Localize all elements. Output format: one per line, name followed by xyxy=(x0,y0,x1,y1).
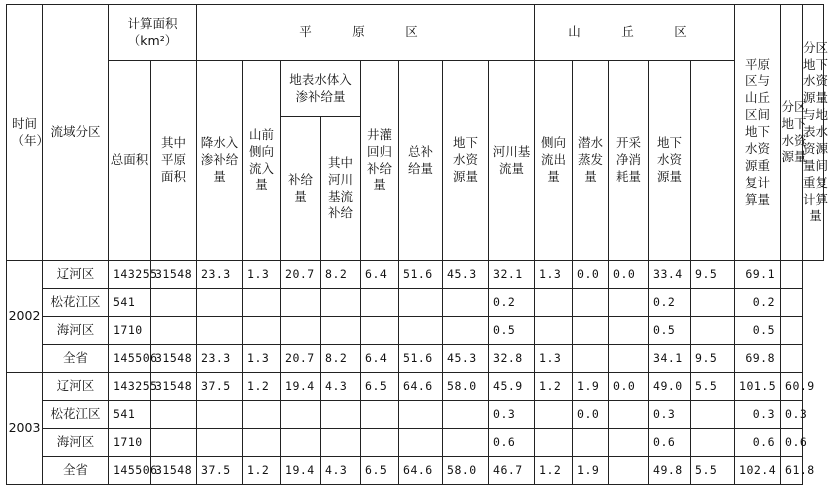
value-cell: 49.8 xyxy=(649,457,691,485)
header-phreatic-evap: 潜水蒸发量 xyxy=(573,61,609,261)
table-body xyxy=(7,261,824,485)
value-cell: 61.8 xyxy=(781,457,802,485)
value-cell xyxy=(609,289,649,317)
value-cell: 0.3 xyxy=(649,401,691,429)
value-cell: 0.2 xyxy=(735,289,781,317)
value-cell: 6.4 xyxy=(361,345,399,373)
basin-cell: 辽河区 xyxy=(43,261,109,289)
value-cell: 19.4 xyxy=(281,373,321,401)
value-cell xyxy=(443,401,489,429)
value-cell: 45.3 xyxy=(443,261,489,289)
value-cell: 1.2 xyxy=(535,373,573,401)
value-cell xyxy=(573,429,609,457)
value-cell: 1.2 xyxy=(243,457,281,485)
value-cell: 31548 xyxy=(151,261,197,289)
value-cell xyxy=(691,401,735,429)
value-cell xyxy=(609,345,649,373)
header-total-recharge: 总补给量 xyxy=(399,61,443,261)
groundwater-resources-table xyxy=(6,4,829,485)
value-cell xyxy=(399,289,443,317)
basin-cell: 全省 xyxy=(43,345,109,373)
value-cell: 0.6 xyxy=(735,429,781,457)
value-cell: 51.6 xyxy=(399,345,443,373)
value-cell: 143255 xyxy=(109,261,151,289)
value-cell: 1.2 xyxy=(535,457,573,485)
value-cell xyxy=(781,345,802,373)
value-cell xyxy=(243,429,281,457)
value-cell xyxy=(781,289,802,317)
value-cell: 541 xyxy=(109,289,151,317)
header-river-base: 其中河川基流补给 xyxy=(321,117,361,261)
table-row xyxy=(7,289,824,317)
table-row xyxy=(7,345,824,373)
value-cell xyxy=(573,317,609,345)
value-cell: 0.5 xyxy=(649,317,691,345)
value-cell xyxy=(443,289,489,317)
table-row xyxy=(7,457,824,485)
value-cell: 0.6 xyxy=(649,429,691,457)
value-cell: 6.4 xyxy=(361,261,399,289)
value-cell: 6.5 xyxy=(361,373,399,401)
value-cell xyxy=(361,289,399,317)
value-cell: 0.0 xyxy=(609,373,649,401)
header-zone-overlap: 分区地下水资源量与地表水资源量间重复计算量 xyxy=(802,5,823,261)
header-surface-infiltration: 地表水体入渗补给量 xyxy=(281,61,361,117)
value-cell: 64.6 xyxy=(399,373,443,401)
value-cell xyxy=(151,401,197,429)
header-recharge: 补给量 xyxy=(281,117,321,261)
value-cell: 1.9 xyxy=(573,457,609,485)
value-cell xyxy=(781,317,802,345)
value-cell xyxy=(281,429,321,457)
value-cell: 31548 xyxy=(151,457,197,485)
value-cell: 0.5 xyxy=(489,317,535,345)
header-plain-area: 其中平原面积 xyxy=(151,61,197,261)
value-cell: 45.9 xyxy=(489,373,535,401)
value-cell: 0.3 xyxy=(781,401,802,429)
header-plain-gw: 地下水资源量 xyxy=(443,61,489,261)
header-basin: 流域分区 xyxy=(43,5,109,261)
table-row xyxy=(7,401,824,429)
header-lateral-out: 侧向流出量 xyxy=(535,61,573,261)
value-cell: 9.5 xyxy=(691,345,735,373)
basin-cell: 辽河区 xyxy=(43,373,109,401)
value-cell xyxy=(197,401,243,429)
value-cell: 19.4 xyxy=(281,457,321,485)
header-net-mining: 开采净消耗量 xyxy=(609,61,649,261)
value-cell: 45.3 xyxy=(443,345,489,373)
value-cell: 1.3 xyxy=(243,261,281,289)
value-cell xyxy=(691,317,735,345)
header-calc-area xyxy=(109,5,197,61)
value-cell: 58.0 xyxy=(443,373,489,401)
value-cell: 5.5 xyxy=(691,457,735,485)
value-cell xyxy=(535,401,573,429)
value-cell: 34.1 xyxy=(649,345,691,373)
value-cell xyxy=(399,429,443,457)
value-cell xyxy=(781,261,802,289)
value-cell: 0.2 xyxy=(489,289,535,317)
table-row xyxy=(7,261,824,289)
value-cell xyxy=(609,317,649,345)
value-cell: 0.6 xyxy=(489,429,535,457)
value-cell xyxy=(361,429,399,457)
value-cell xyxy=(535,317,573,345)
value-cell: 64.6 xyxy=(399,457,443,485)
value-cell: 31548 xyxy=(151,373,197,401)
value-cell: 0.0 xyxy=(609,261,649,289)
value-cell: 23.3 xyxy=(197,345,243,373)
header-well-irrigation: 井灌回归补给量 xyxy=(361,61,399,261)
value-cell: 69.8 xyxy=(735,345,781,373)
value-cell: 5.5 xyxy=(691,373,735,401)
value-cell: 69.1 xyxy=(735,261,781,289)
table-header xyxy=(7,5,829,261)
value-cell: 101.5 xyxy=(735,373,781,401)
value-cell xyxy=(151,317,197,345)
value-cell xyxy=(243,317,281,345)
year-cell: 2002 xyxy=(7,261,43,373)
basin-cell: 海河区 xyxy=(43,429,109,457)
value-cell: 60.9 xyxy=(781,373,802,401)
value-cell xyxy=(151,429,197,457)
value-cell xyxy=(443,317,489,345)
value-cell: 145506 xyxy=(109,345,151,373)
calc-area-unit: （km²） xyxy=(127,32,178,48)
value-cell xyxy=(281,289,321,317)
value-cell xyxy=(609,429,649,457)
value-cell: 1.3 xyxy=(243,345,281,373)
value-cell: 0.0 xyxy=(573,261,609,289)
basin-cell: 松花江区 xyxy=(43,289,109,317)
value-cell xyxy=(691,429,735,457)
value-cell: 23.3 xyxy=(197,261,243,289)
value-cell xyxy=(197,289,243,317)
value-cell: 4.3 xyxy=(321,457,361,485)
basin-cell: 全省 xyxy=(43,457,109,485)
header-hill-base-flow: 河川基流量 xyxy=(489,61,535,261)
value-cell: 49.0 xyxy=(649,373,691,401)
table-row xyxy=(7,373,824,401)
value-cell: 0.3 xyxy=(735,401,781,429)
value-cell: 1.2 xyxy=(243,373,281,401)
header-plain: 平 原 区 xyxy=(197,5,535,61)
header-zone-gw: 分区地下水资源量 xyxy=(781,5,802,261)
value-cell xyxy=(281,401,321,429)
value-cell xyxy=(197,429,243,457)
value-cell: 6.5 xyxy=(361,457,399,485)
table-row xyxy=(7,429,824,457)
value-cell: 0.3 xyxy=(489,401,535,429)
value-cell xyxy=(609,401,649,429)
value-cell: 1.3 xyxy=(535,261,573,289)
value-cell xyxy=(443,429,489,457)
value-cell: 51.6 xyxy=(399,261,443,289)
value-cell: 1710 xyxy=(109,429,151,457)
value-cell: 58.0 xyxy=(443,457,489,485)
basin-cell: 松花江区 xyxy=(43,401,109,429)
value-cell: 46.7 xyxy=(489,457,535,485)
value-cell: 0.0 xyxy=(573,401,609,429)
value-cell xyxy=(321,429,361,457)
value-cell xyxy=(399,401,443,429)
basin-cell: 海河区 xyxy=(43,317,109,345)
value-cell: 143255 xyxy=(109,373,151,401)
calc-area-label: 计算面积 xyxy=(127,15,178,31)
value-cell: 1.9 xyxy=(573,373,609,401)
header-total-area: 总面积 xyxy=(109,61,151,261)
value-cell xyxy=(609,457,649,485)
value-cell xyxy=(535,289,573,317)
value-cell: 31548 xyxy=(151,345,197,373)
value-cell: 541 xyxy=(109,401,151,429)
value-cell: 33.4 xyxy=(649,261,691,289)
value-cell xyxy=(321,317,361,345)
value-cell xyxy=(361,317,399,345)
header-time: 时间（年） xyxy=(7,5,43,261)
value-cell: 4.3 xyxy=(321,373,361,401)
value-cell: 20.7 xyxy=(281,261,321,289)
value-cell: 0.2 xyxy=(649,289,691,317)
value-cell xyxy=(321,289,361,317)
header-rain-recharge: 降水入渗补给量 xyxy=(197,61,243,261)
value-cell xyxy=(281,317,321,345)
value-cell xyxy=(535,429,573,457)
year-cell: 2003 xyxy=(7,373,43,485)
value-cell xyxy=(399,317,443,345)
value-cell: 0.6 xyxy=(781,429,802,457)
header-hill-gw: 地下水资源量 xyxy=(649,61,691,261)
value-cell: 145506 xyxy=(109,457,151,485)
value-cell xyxy=(197,317,243,345)
value-cell: 20.7 xyxy=(281,345,321,373)
value-cell xyxy=(691,289,735,317)
value-cell xyxy=(243,401,281,429)
value-cell: 8.2 xyxy=(321,345,361,373)
value-cell: 37.5 xyxy=(197,373,243,401)
value-cell: 1.3 xyxy=(535,345,573,373)
value-cell: 32.1 xyxy=(489,261,535,289)
value-cell: 32.8 xyxy=(489,345,535,373)
value-cell: 102.4 xyxy=(735,457,781,485)
value-cell xyxy=(361,401,399,429)
table-row xyxy=(7,317,824,345)
value-cell: 37.5 xyxy=(197,457,243,485)
value-cell xyxy=(321,401,361,429)
value-cell xyxy=(573,289,609,317)
value-cell: 0.5 xyxy=(735,317,781,345)
value-cell xyxy=(243,289,281,317)
header-overlap: 平原区与山丘区间地下水资源重复计算量 xyxy=(735,5,781,261)
value-cell: 1710 xyxy=(109,317,151,345)
value-cell: 8.2 xyxy=(321,261,361,289)
header-mountain-lateral: 山前侧向流入量 xyxy=(243,61,281,261)
header-hill: 山 丘 区 xyxy=(535,5,735,61)
value-cell xyxy=(573,345,609,373)
value-cell: 9.5 xyxy=(691,261,735,289)
value-cell xyxy=(151,289,197,317)
